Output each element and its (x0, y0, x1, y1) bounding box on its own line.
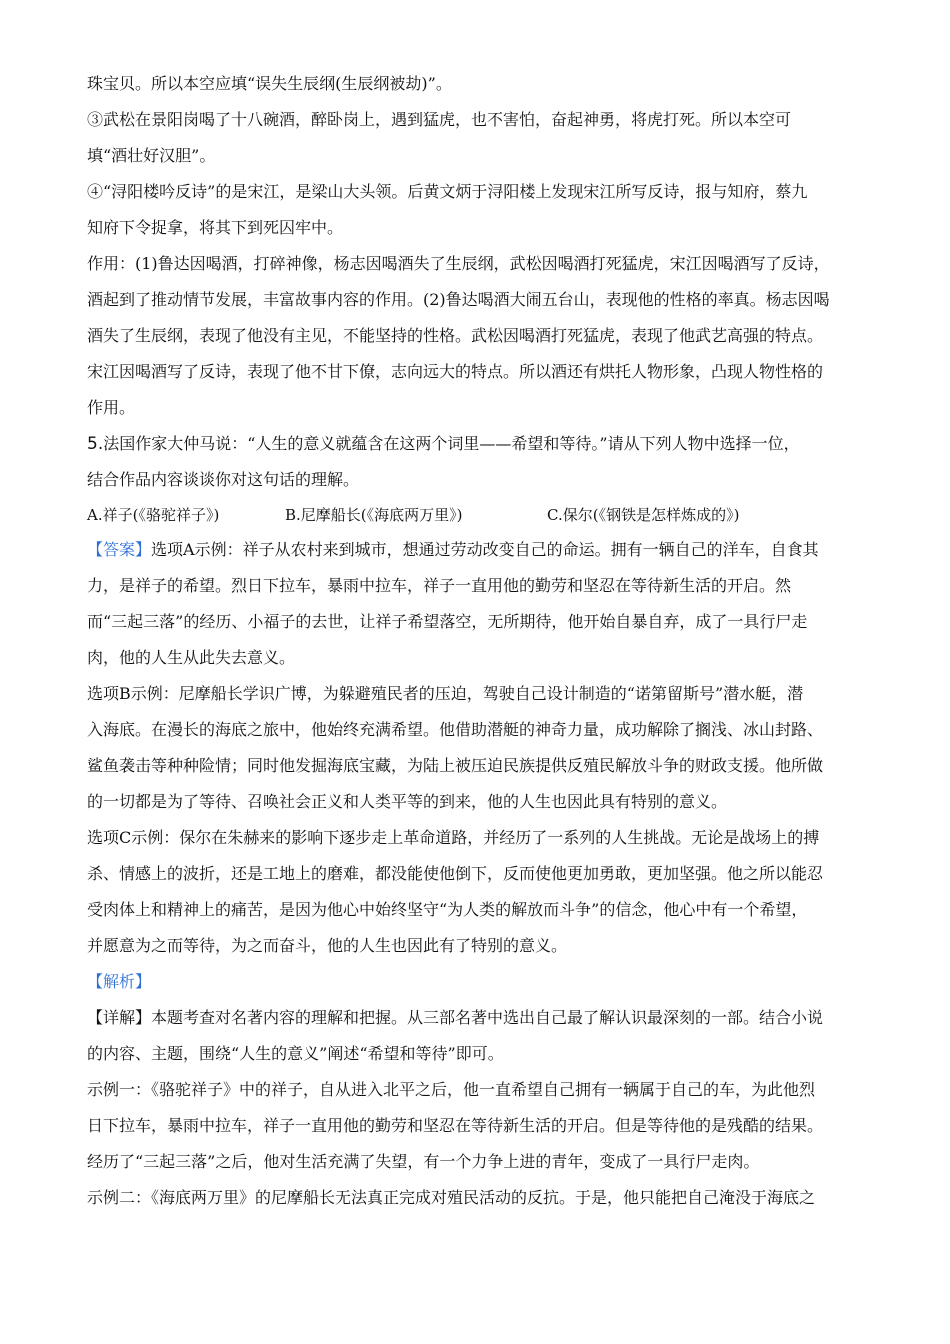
question-options (87, 498, 867, 532)
analysis-line: 日下拉车，暴雨中拉车，祥子一直用他的勤劳和坚忍在等待新生活的开启。但是等待他的是残酷的结果。 (87, 1116, 824, 1135)
answer-line (87, 532, 867, 568)
text-line: 填“酒壮好汉胆”。 (87, 146, 216, 165)
answer-line: 入海底。在漫长的海底之旅中，他始终充满希望。他借助潜艇的神奇力量，成功解除了搁浅、冰山封路、 (87, 720, 824, 739)
analysis-line: 示例一：《骆驼祥子》中的祥子，自从进入北平之后，他一直希望自己拥有一辆属于自己的车，为此他烈 (87, 1080, 816, 1099)
analysis-line: 【详解】本题考查对名著内容的理解和把握。从三部名著中选出自己最了解认识最深刻的一部。结合小说 (87, 1008, 824, 1027)
option-b: B.尼摩船长(《海底两万里》) (285, 506, 463, 524)
question-text: 法国作家大仲马说：“人生的意义就蕴含在这两个词里——希望和等待。”请从下列人物中选择一位， (103, 434, 800, 453)
answer-line: 选项B示例：尼摩船长学识广博，为躲避殖民者的压迫，驾驶自己设计制造的“诺第留斯号”潜水艇，潜 (87, 684, 804, 703)
previous-answer-continuation (87, 66, 867, 426)
analysis-tag: 【解析】 (87, 972, 152, 991)
answer-section (87, 532, 867, 964)
question-line (87, 426, 867, 462)
text-line: 作用：(1)鲁达因喝酒，打碎神像，杨志因喝酒失了生辰纲，武松因喝酒打死猛虎，宋江因喝酒写了反诗， (87, 254, 830, 273)
analysis-line: 示例二：《海底两万里》的尼摩船长无法真正完成对殖民活动的反抗。于是，他只能把自己淹没于海底之 (87, 1188, 816, 1207)
answer-text: 选项A示例：祥子从农村来到城市，想通过劳动改变自己的命运。拥有一辆自己的洋车，自食其 (151, 540, 819, 559)
text-line: 酒起到了推动情节发展，丰富故事内容的作用。(2)鲁达喝酒大闹五台山，表现他的性格的率真。杨志因喝 (87, 290, 830, 309)
analysis-line: 的内容、主题，围绕“人生的意义”阐述“希望和等待”即可。 (87, 1044, 504, 1063)
answer-line: 力，是祥子的希望。烈日下拉车，暴雨中拉车，祥子一直用他的勤劳和坚忍在等待新生活的开启。然 (87, 576, 792, 595)
text-line: 作用。 (87, 398, 136, 417)
text-line: ③武松在景阳岗喝了十八碗酒，醉卧岗上，遇到猛虎，也不害怕，奋起神勇，将虎打死。所以本空可 (87, 110, 792, 129)
answer-line: 鲨鱼袭击等种种险情；同时他发掘海底宝藏，为陆上被压迫民族提供反殖民解放斗争的财政支援。他所做 (87, 756, 824, 775)
question-number: 5. (87, 434, 104, 454)
question-5 (87, 426, 867, 532)
analysis-line: 经历了“三起三落”之后，他对生活充满了失望，有一个力争上进的青年，变成了一具行尸走肉。 (87, 1152, 760, 1171)
text-line: 酒失了生辰纲，表现了他没有主见，不能坚持的性格。武松因喝酒打死猛虎，表现了他武艺高强的特点。 (87, 326, 824, 345)
answer-line: 的一切都是为了等待、召唤社会正义和人类平等的到来，他的人生也因此具有特别的意义。 (87, 792, 728, 811)
question-line: 结合作品内容谈谈你对这句话的理解。 (87, 470, 360, 489)
answer-line: 并愿意为之而等待，为之而奋斗，他的人生也因此有了特别的意义。 (87, 936, 568, 955)
option-a: A.祥子(《骆驼祥子》) (87, 506, 220, 524)
analysis-section (87, 964, 867, 1216)
answer-tag: 【答案】 (87, 540, 152, 559)
text-line: 宋江因喝酒写了反诗，表现了他不甘下僚，志向远大的特点。所以酒还有烘托人物形象，凸现人物性格的 (87, 362, 824, 381)
answer-line: 而“三起三落”的经历、小福子的去世，让祥子希望落空，无所期待，他开始自暴自弃，成了一具行尸走 (87, 612, 808, 631)
answer-line: 肉，他的人生从此失去意义。 (87, 648, 296, 667)
option-c: C.保尔(《钢铁是怎样炼成的》) (547, 506, 740, 524)
answer-line: 杀、情感上的波折，还是工地上的磨难，都没能使他倒下，反而使他更加勇敢，更加坚强。他之所以能忍 (87, 864, 824, 883)
text-line: 知府下令捉拿，将其下到死囚牢中。 (87, 218, 344, 237)
answer-line: 受肉体上和精神上的痛苦，是因为他心中始终坚守“为人类的解放而斗争”的信念，他心中有一个希望， (87, 900, 808, 919)
text-line: ④“浔阳楼吟反诗”的是宋江，是梁山大头领。后黄文炳于浔阳楼上发现宋江所写反诗，报与知府，蔡九 (87, 182, 808, 201)
answer-line: 选项C示例：保尔在朱赫来的影响下逐步走上革命道路，并经历了一系列的人生挑战。无论是战场上的搏 (87, 828, 820, 847)
text-line: 珠宝贝。所以本空应填“误失生辰纲(生辰纲被劫)”。 (87, 74, 452, 93)
document-page (87, 66, 867, 1216)
